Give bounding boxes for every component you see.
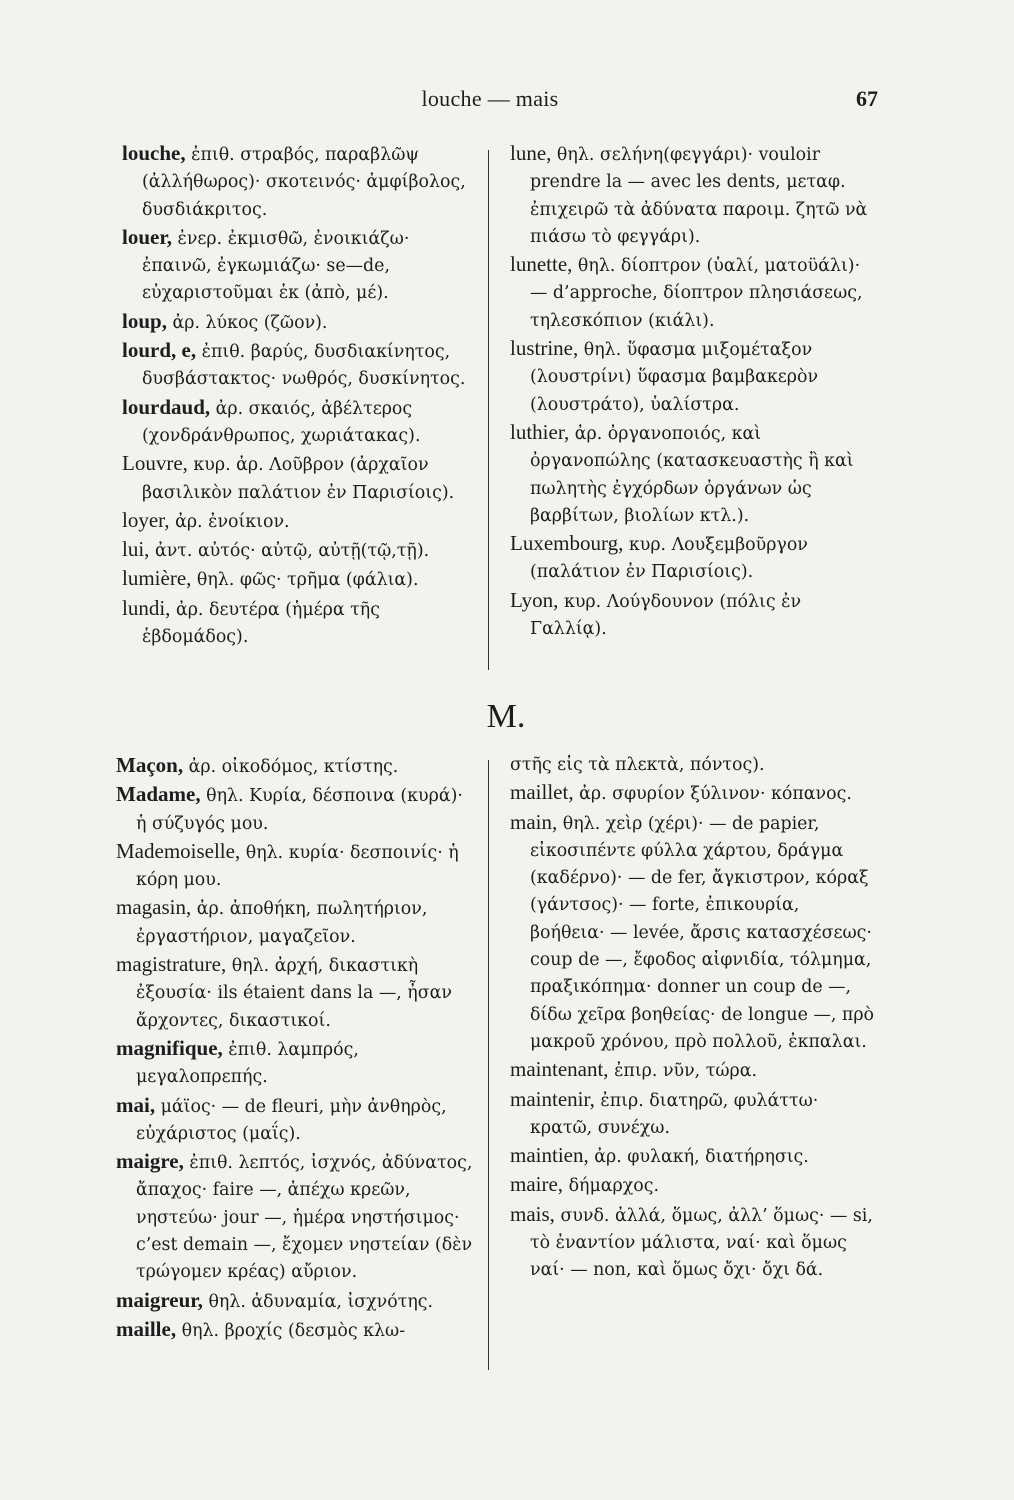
entry-headword: mais, [510,1201,555,1226]
entry-definition: ἀρ. φυλακή, διατήρησις. [588,1147,809,1168]
entries-column-top-right [510,140,878,643]
entries-column-top-left [122,140,474,651]
entry-definition: ἀρ. σφυρίον ξύλινον· κόπανος. [573,784,852,805]
dictionary-entry [122,565,474,594]
entry-headword: lustrine, [510,336,579,361]
dictionary-entry [122,337,474,394]
entry-headword: loyer, [122,507,170,532]
entry-definition: ἐπιρ. νῦν, τώρα. [608,1061,758,1082]
entry-definition: θηλ. ὕφασμα μιξομέταξον (λουστρίνι) ὕφασμα βαμβακερὸν (λουστράτο), ὑαλίστρα. [530,340,819,415]
entry-headword: Mademoiselle, [116,838,241,863]
entry-definition: στῆς εἰς τὰ πλεκτὰ, πόντος). [510,755,765,775]
dictionary-entry [122,224,474,308]
entry-headword: maillet, [510,780,574,805]
entry-definition: μάϊος· — de fleuri, μὴν ἀνθηρὸς, εὐχάριστος (μαΐς). [136,1096,447,1144]
entries-column-bottom-left [116,752,474,1345]
dictionary-entry [116,1148,474,1286]
entry-definition: θηλ. φῶς· τρῆμα (φάλια). [191,570,419,591]
entry-headword: loup, [122,308,167,333]
column-divider-top [488,150,489,670]
entry-definition: θηλ. Κυρία, δέσποινα (κυρά)· ἡ σύζυγός μου. [136,786,463,834]
dictionary-entry [510,140,878,251]
entry-headword: lumière, [122,566,192,591]
entries-column-bottom-right [510,752,878,1285]
dictionary-entry [510,1086,878,1143]
page-number: 67 [856,86,878,111]
dictionary-entry [122,536,474,565]
entry-definition: ἀρ. ὀργανοποιός, καὶ ὀργανοπώλης (κατασκευαστὴς ἢ καὶ πωλητὴς ἐγχόρδων ὀργάνων ὡς βαρβίτων, βιολίων κτλ.). [530,423,854,526]
dictionary-entry [510,1171,878,1200]
entry-definition: θηλ. βροχίς (δεσμὸς κλω- [176,1320,406,1341]
entry-definition: ἐπιθ. λεπτός, ἰσχνός, ἀδύνατος, ἄπαχος· faire —, ἀπέχω κρεῶν, νηστεύω· jour —, ἡμέρα νηστήσιμος· c’est demain —, ἔχομεν νηστείαν (δὲν τρώγομεν κρέας) αὔριον. [136,1153,473,1283]
dictionary-entry [122,140,474,224]
entry-headword: maigreur, [116,1287,203,1312]
dictionary-entry [122,450,474,507]
entry-headword: Madame, [116,782,201,807]
entry-headword: lourd, e, [122,338,197,363]
dictionary-entry [510,1056,878,1085]
entry-definition: κυρ. Λούγδουνον (πόλις ἐν Γαλλίᾳ). [530,591,802,640]
entry-headword: Luxembourg, [510,531,624,556]
entry-definition: συνδ. ἀλλά, ὅμως, ἀλλ’ ὅμως· — si, τὸ ἐναντίον μάλιστα, ναί· καὶ ὅμως ναί· — non, καὶ ὅμως ὄχι· ὄχι δά. [530,1205,873,1281]
dictionary-entry [510,335,878,419]
entry-headword: lune, [510,141,552,165]
dictionary-entry [122,394,474,451]
entry-headword: magnifique, [116,1035,223,1060]
column-divider-bottom [488,760,489,1370]
entry-definition: ἀντ. αὐτός· αὐτῷ, αὐτῇ(τῷ,τῇ). [149,541,430,562]
entry-headword: Louvre, [122,451,188,476]
entry-headword: Maçon, [116,753,184,777]
entry-headword: Lyon, [510,587,559,612]
entry-headword: maintenir, [510,1086,595,1111]
entry-headword: main, [510,809,558,834]
entry-headword: lunette, [510,252,573,277]
running-header [110,86,878,116]
dictionary-entry [116,838,474,895]
entry-headword: magasin, [116,895,192,920]
entry-definition: θηλ. κυρία· δεσποινίς· ἡ κόρη μου. [136,842,459,891]
dictionary-entry [510,809,878,1057]
entry-headword: maigre, [116,1149,184,1174]
section-letter-heading: M. [486,698,526,735]
entry-definition: θηλ. ἀρχή, δικαστικὴ ἐξουσία· ils étaient dans la —, ἦσαν ἄρχοντες, δικαστικοί. [136,956,452,1031]
dictionary-entry [510,1142,878,1171]
entry-definition: θηλ. ἀδυναμία, ἰσχνότης. [202,1291,434,1312]
entry-definition: δήμαρχος. [563,1176,660,1197]
entry-definition: θηλ. δίοπτρον (ὑαλί, ματοϋάλι)· — d’approche, δίοπτρον πλησιάσεως, τηλεσκόπιον (κιάλι). [530,256,863,331]
entry-headword: louche, [122,141,186,165]
dictionary-entry [122,308,474,337]
entry-definition: ἐπιθ. λαμπρός, μεγαλοπρεπής. [136,1039,359,1088]
entry-definition: ἐπιρ. διατηρῶ, φυλάττω· κρατῶ, συνέχω. [530,1090,819,1138]
dictionary-entry [116,1092,474,1149]
entry-definition: ἀρ. λύκος (ζῶον). [166,312,328,333]
entry-definition: ἀρ. ἀποθήκη, πωλητήριον, ἐργαστήριον, μαγαζεῖον. [136,899,428,947]
entry-headword: maire, [510,1172,564,1197]
entry-definition: ἐνερ. ἐκμισθῶ, ἐνοικιάζω· ἐπαινῶ, ἐγκωμιάζω· se—de, εὐχαριστοῦμαι ἐκ (ἀπὸ, μέ). [142,228,410,304]
entry-headword: louer, [122,224,172,249]
dictionary-entry [116,781,474,838]
dictionary-entry [116,951,474,1035]
dictionary-entry [510,1201,878,1285]
page-title: louche — mais [421,86,559,111]
entry-definition: ἀρ. ἐνοίκιον. [169,511,290,532]
entry-headword: magistrature, [116,952,227,977]
dictionary-entry [510,587,878,644]
dictionary-entry [116,1035,474,1092]
dictionary-entry [116,752,474,781]
dictionary-entry [122,507,474,536]
dictionary-entry [510,752,878,779]
dictionary-entry [116,894,474,951]
entry-definition: ἀρ. δευτέρα (ἡμέρα τῆς ἑβδομάδος). [142,599,380,648]
dictionary-entry [510,419,878,530]
entry-headword: mai, [116,1092,156,1117]
entry-definition: κυρ. Λουξεμβοῦργον (παλάτιον ἐν Παρισίοις). [530,535,808,583]
entry-definition: κυρ. ἀρ. Λοῦβρον (ἀρχαῖον βασιλικὸν παλάτιον ἐν Παρισίοις). [142,455,455,503]
entry-headword: maintien, [510,1143,589,1168]
dictionary-entry [510,251,878,335]
entry-headword: lundi, [122,595,171,620]
entry-definition: ἀρ. σκαιός, ἀβέλτερος (χονδράνθρωπος, χωριάτακας). [142,398,421,446]
entry-definition: ἐπιθ. στραβός, παραβλῶψ (ἀλλήθωρος)· σκοτεινός· ἀμφίβολος, δυσδιάκριτος. [142,145,466,220]
entry-headword: lui, [122,537,150,562]
dictionary-entry [116,1316,474,1345]
entry-definition: θηλ. χεὶρ (χέρι)· — de papier, εἰκοσιπέντε φύλλα χάρτου, δράγμα (καδέρνο)· — de fer, ἄγκιστρον, κόραξ (γάντσος)· — forte, ἐπικουρία, βοήθεια· — levée, ἄρσις κατασχέσεως· coup de —, ἔφοδος αἰφνιδία, τόλμημα, πραξικόπημα· donner un coup de —, δίδω χεῖρα βοηθείας· de longue —, πρὸ μακροῦ χρόνου, πρὸ πολλοῦ, ἐκπαλαι. [530,813,875,1052]
entry-headword: maille, [116,1316,177,1341]
entry-definition: ἀρ. οἰκοδόμος, κτίστης. [183,757,399,777]
entry-headword: lourdaud, [122,394,211,419]
entry-definition: ἐπιθ. βαρύς, δυσδιακίνητος, δυσβάστακτος· νωθρός, δυσκίνητος. [142,342,466,390]
dictionary-entry [510,530,878,587]
dictionary-entry [510,779,878,808]
entry-headword: maintenant, [510,1057,609,1082]
dictionary-entry [122,595,474,652]
entry-headword: luthier, [510,419,570,444]
entry-definition: θηλ. σελήνη(φεγγάρι)· vouloir prendre la — avec les dents, μεταφ. ἐπιχειρῶ τὰ ἀδύνατα παροιμ. ζητῶ νὰ πιάσω τὸ φεγγάρι). [530,145,868,247]
dictionary-entry [116,1287,474,1316]
